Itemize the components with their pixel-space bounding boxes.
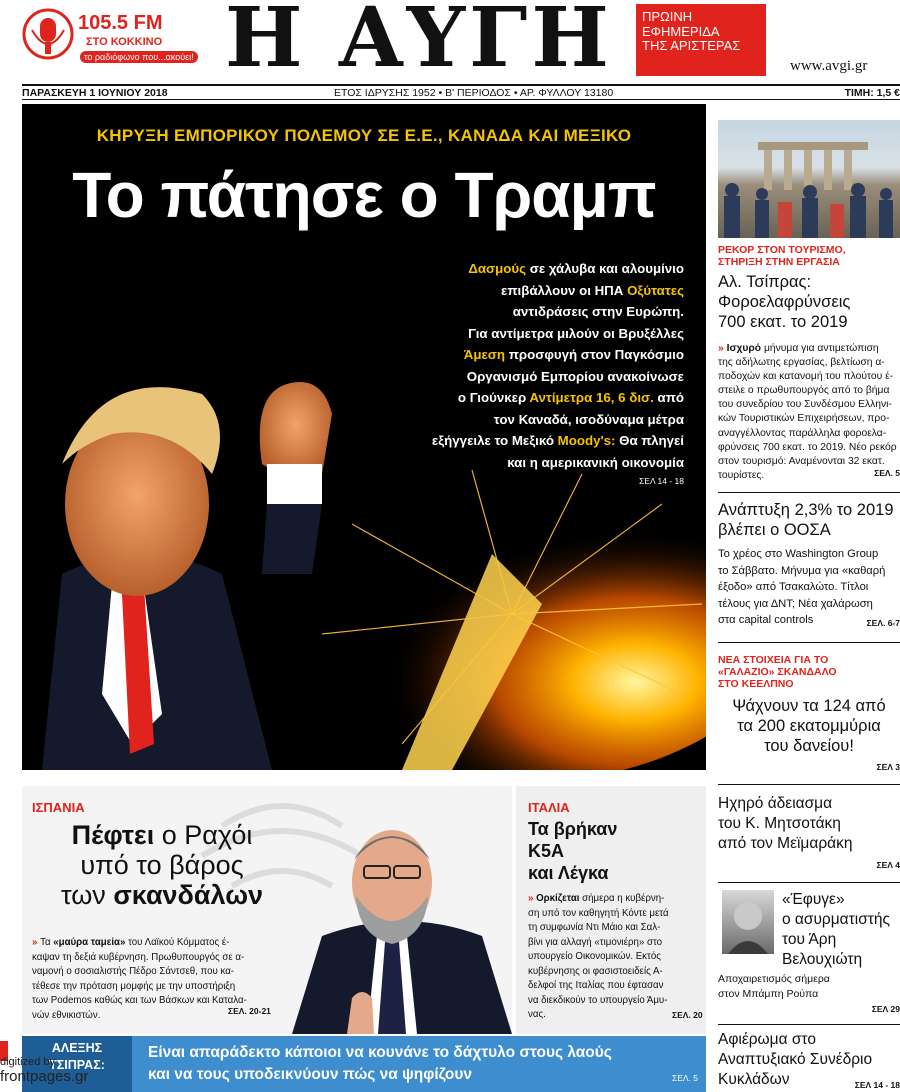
spain-body: » Τα «μαύρα ταμεία» του Λαϊκού Κόμματος έ- καψαν τη δεξιά κυβέρνηση. Πρωθυπουργός σε α- ναμονή ο σοσιαλιστής Πέδρο Σάντσεθ, που κα- τέθεσε την πρόταση μομφής με την υποστήριξη των Podemos καθώς και των Βάσκων και Καταλα- νών εθνικιστών. [32, 936, 294, 1023]
veloukhiotis-headline[interactable] [782, 890, 890, 970]
headline-line: ο ασυρματιστής [782, 911, 890, 928]
italy-headline[interactable] [528, 818, 617, 884]
body-text: Τα [40, 937, 54, 948]
watermark-line: frontpages.gr [0, 1068, 89, 1085]
page-ref: ΣΕΛ 14 - 18 [639, 476, 684, 486]
lead-word: Ορκίζεται [536, 893, 580, 904]
italy-story[interactable] [516, 786, 706, 1034]
right-column [718, 104, 900, 1092]
body-line: των Podemos καθώς και των Βάσκων και Καταλα- [32, 995, 247, 1006]
summary-text: Οργανισμό Εμπορίου ανακοίνωσε [466, 368, 684, 384]
lead-story[interactable] [22, 104, 706, 770]
headline-line: του Κ. Μητσοτάκη [718, 815, 841, 832]
body-line: του συνεδρίου του Συνδέσμου Ελληνι- [718, 399, 892, 411]
headline-line: από τον Μεϊμαράκη [718, 835, 853, 852]
italy-kicker: ΙΤΑΛΙΑ [528, 800, 570, 815]
body-line: ναμονή ο σοσιαλιστής Πέδρο Σάντσεθ, που κα- [32, 966, 235, 977]
body-line: στον τουρισμό: Αναμένονται 32 εκατ. [718, 455, 885, 467]
spain-kicker: ΙΣΠΑΝΙΑ [32, 800, 85, 815]
cyclades-headline[interactable] [718, 1030, 872, 1090]
body-line: Το χρέος στο Washington Group [718, 548, 879, 560]
kicker-line: ΡΕΚΟΡ ΣΤΟΝ ΤΟΥΡΙΣΜΟ, [718, 244, 846, 256]
body-line: βίνι για αλλαγή «τιμονιέρη» στο [528, 936, 663, 948]
page-ref: ΣΕΛ. 5 [671, 1073, 698, 1083]
keelpno-headline[interactable] [718, 696, 900, 756]
headline-line: Ψάχνουν τα 124 από [732, 697, 886, 715]
body-line: ση υπό τον καθηγητή Κόντε μετά [528, 907, 669, 919]
oecd-headline[interactable] [718, 500, 894, 540]
tagline-box [636, 4, 766, 76]
headline-line: Αλ. Τσίπρας: [718, 273, 812, 291]
body-line: τέθεσε την πρόταση μομφής με την υποστήριξη [32, 980, 236, 992]
summary-text: σε χάλυβα και αλουμίνιο [526, 261, 684, 276]
lead-word: Ισχυρό [726, 343, 762, 354]
headline-text: υπό το βάρος [80, 850, 244, 880]
lead-headline[interactable]: Το πάτησε ο Τραμπ [72, 159, 656, 231]
quote-strip[interactable] [22, 1036, 706, 1092]
headline-text: ο Ραχόι [154, 820, 253, 850]
body-text: σήμερα η κυβέρνη- [579, 893, 665, 904]
tagline-line: ΤΗΣ ΑΡΙΣΤΕΡΑΣ [642, 38, 741, 53]
spain-headline[interactable] [32, 820, 292, 910]
italy-body: » Ορκίζεται σήμερα η κυβέρνη- ση υπό τον καθηγητή Κόντε μετά τη συμφωνία Ντι Μάιο και Σαλ- βίνι για αλλαγή «τιμονιέρη» στο υπουργείο Οικονομικών. Εκτός κυβέρνησης οι φασιστοειδείς Α- δελφοί της Ιταλίας που έφτασαν να διεκδικούν το υπουργείο Άμυ- νας. [528, 892, 698, 1023]
body-line: μήνυμα για αντιμετώπιση [761, 343, 879, 354]
page-ref: ΣΕΛ 3 [876, 762, 900, 772]
veloukhiotis-photo [722, 890, 774, 954]
summary-text: και η αμερικανική οικονομία [507, 454, 684, 470]
headline-line: Τα βρήκαν [528, 819, 618, 839]
lead-kicker: ΚΗΡΥΞΗ ΕΜΠΟΡΙΚΟΥ ΠΟΛΕΜΟΥ ΣΕ Ε.Ε., ΚΑΝΑΔΑ ΚΑΙ ΜΕΞΙΚΟ [96, 126, 632, 145]
radio-logo [22, 4, 222, 78]
tourism-body: » Ισχυρό μήνυμα για αντιμετώπιση της αδήλωτης εργασίας, βελτίωση α- ποδοχών και κατανομή του πλούτου έ- στειλε ο πρωθυπουργός από το βήμα του συνεδρίου του Συνδέσμου Ελληνι- κών Τουριστικών Επιχειρήσεων, προ- αναγγέλλοντας παράλληλα φοροελα- φρύνσεις 700 εκατ. το 2019. Νέο ρεκόρ στον τουρισμό: Αναμένονται 32 εκατ. τουρίστες. [718, 342, 897, 483]
issue-info: ΕΤΟΣ ΙΔΡΥΣΗΣ 1952 • Β' ΠΕΡΙΟΔΟΣ • ΑΡ. ΦΥΛΛΟΥ 13180 [334, 87, 614, 99]
summary-text: επιβάλλουν οι ΗΠΑ [501, 282, 628, 298]
tourism-photo [718, 120, 900, 238]
body-line: τη συμφωνία Ντι Μάιο και Σαλ- [528, 922, 661, 933]
price: ΤΙΜΗ: 1,5 € [844, 87, 900, 99]
divider [718, 1024, 900, 1025]
temple-tourists-illustration [718, 120, 900, 238]
page-ref: ΣΕΛ 14 - 18 [854, 1080, 900, 1090]
body-line: στειλε ο πρωθυπουργός από το βήμα [718, 385, 890, 397]
spain-story[interactable] [22, 786, 512, 1034]
body-line: καψαν τη δεξιά κυβέρνηση. Πρωθυπουργός σε α- [32, 951, 245, 963]
headline-line: Ανάπτυξη 2,3% το 2019 [718, 501, 894, 519]
divider [718, 882, 900, 883]
headline-line: Βελουχιώτη [782, 951, 863, 968]
body-line: στα capital controls [718, 614, 814, 626]
divider [718, 492, 900, 493]
speaker-line: ΤΣΙΠΡΑΣ: [49, 1058, 105, 1072]
body-line: το Σάββατο. Μήνυμα για «καθαρή [718, 564, 886, 577]
body-line: τουρίστες. [718, 469, 765, 481]
body-line: νών εθνικιστών. [32, 1009, 101, 1021]
summary-text: από [653, 390, 684, 405]
headline-line: Κ5Α [528, 841, 565, 861]
body-line: έξοδο» από Τσακαλώτο. Τίτλοι [718, 581, 869, 593]
keelpno-kicker [718, 654, 837, 690]
summary-text: αντιδράσεις στην Ευρώπη. [512, 304, 684, 319]
body-line: υπουργείο Οικονομικών. Εκτός [528, 951, 661, 962]
headline-line: του δανείου! [764, 737, 854, 755]
headline-line: Κυκλάδων [718, 1071, 790, 1088]
summary-text: ο Γιούνκερ [457, 390, 530, 405]
lead-summary [384, 258, 684, 473]
page-ref: ΣΕΛ 29 [871, 1004, 900, 1014]
website-link[interactable]: www.avgi.gr [790, 58, 868, 74]
body-line: Αποχαιρετισμός σήμερα [718, 973, 830, 985]
headline-line: και Λέγκα [528, 863, 609, 883]
issue-date: ΠΑΡΑΣΚΕΥΗ 1 ΙΟΥΝΙΟΥ 2018 [22, 87, 168, 99]
quote-line: και να τους υποδεικνύουν πώς να ψηφίζουν [148, 1066, 473, 1083]
portrait-icon [722, 890, 774, 954]
mitsotakis-headline[interactable] [718, 794, 852, 854]
headline-text: των [60, 880, 114, 910]
highlight: Δασμούς [468, 261, 527, 276]
body-line: αναγγέλλοντας παράλληλα φοροελα- [718, 427, 887, 439]
page-ref: ΣΕΛ. 5 [874, 468, 900, 478]
headline-line: Ηχηρό άδειασμα [718, 795, 833, 812]
body-line: στον Μπάμπη Ρούπα [718, 988, 819, 1000]
body-line: της αδήλωτης εργασίας, βελτίωση α- [718, 357, 885, 369]
divider [718, 642, 900, 643]
headline-line: 700 εκατ. το 2019 [718, 313, 848, 331]
newspaper-title: Η ΑΥΓΗ [225, 0, 613, 86]
divider [718, 784, 900, 785]
tourism-kicker [718, 244, 846, 268]
body-line: κυβέρνησης οι φασιστοειδείς Α- [528, 965, 663, 977]
page-ref: ΣΕΛ 4 [876, 860, 900, 870]
headline-line: τα 200 εκατομμύρια [737, 717, 881, 735]
body-line: δελφοί της Ιταλίας που έφτασαν [528, 980, 664, 991]
page-ref: ΣΕΛ. 6-7 [866, 618, 900, 628]
headline-line: του Άρη [782, 931, 837, 948]
body-line: κών Τουριστικών Επιχειρήσεων, προ- [718, 413, 890, 425]
body-line: τέλους για ΔΝΤ; Νέα χαλάρωση [718, 597, 873, 610]
highlight: Οξύτατες [627, 282, 684, 298]
headline-line: Φοροελαφρύνσεις [718, 293, 851, 311]
headline-line: βλέπει ο ΟΟΣΑ [718, 521, 831, 539]
body-line: νας. [528, 1009, 546, 1020]
kicker-line: ΝΕΑ ΣΤΟΙΧΕΙΑ ΓΙΑ ΤΟ [718, 654, 829, 666]
speaker-line: ΑΛΕΞΗΣ [51, 1041, 103, 1055]
quote-line: Είναι απαράδεκτο κάποιοι να κουνάνε το δάχτυλο στους λαούς [148, 1044, 612, 1061]
page-ref: ΣΕΛ. 20 [672, 1010, 703, 1020]
tourism-headline[interactable] [718, 272, 850, 332]
body-line: φρύνσεις 700 εκατ. το 2019. Νέο ρεκόρ [718, 441, 897, 453]
body-text: του Λαϊκού Κόμματος έ- [125, 937, 230, 948]
summary-text: Θα πληγεί [615, 433, 684, 448]
kicker-line: «ΓΑΛΑΖΙΟ» ΣΚΑΝΔΑΛΟ [718, 666, 837, 678]
headline-bold: σκανδάλων [113, 880, 264, 910]
headline-line: «Έφυγε» [782, 891, 845, 908]
quote-text [148, 1042, 612, 1086]
radio-station: ΣΤΟ ΚΟΚΚΙΝΟ [86, 36, 163, 48]
highlight: Αντίμετρα 16, 6 δισ. [529, 390, 654, 405]
watermark-line: digitized by [0, 1056, 56, 1068]
summary-text: τον Καναδά, ισοδύναμα μέτρα [493, 411, 684, 427]
page-ref: ΣΕΛ. 20-21 [228, 1006, 271, 1016]
kicker-line: ΣΤΗΡΙΞΗ ΣΤΗΝ ΕΡΓΑΣΙΑ [718, 256, 840, 268]
tagline-line: ΠΡΩΙΝΗ [642, 9, 693, 24]
summary-text: εξήγγειλε το Μεξικό [431, 433, 558, 448]
dateline-bar [22, 84, 900, 100]
veloukhiotis-body [718, 972, 830, 1002]
body-line: ποδοχών και κατανομή του πλούτου έ- [718, 371, 894, 383]
radio-slogan: το ραδιόφωνο που...ακούει! [80, 51, 198, 63]
tagline-line: ΕΦΗΜΕΡΙΔΑ [642, 23, 720, 39]
headline-line: Αφιέρωμα στο [718, 1031, 816, 1048]
summary-text: προσφυγή στον Παγκόσμιο [505, 347, 684, 362]
oecd-body [718, 546, 885, 629]
body-line: να διεκδικούν το υπουργείο Άμυ- [528, 994, 668, 1006]
headline-bold: Πέφτει [71, 820, 155, 850]
summary-text: Για αντίμετρα μιλούν οι Βρυξέλλες [468, 325, 684, 341]
highlight: Άμεση [463, 347, 506, 362]
radio-frequency: 105.5 FM [78, 12, 163, 34]
kicker-line: ΣΤΟ ΚΕΕΛΠΝΟ [718, 678, 794, 690]
highlight: Moody's: [557, 433, 616, 448]
body-bold: «μαύρα ταμεία» [53, 937, 126, 948]
headline-line: Αναπτυξιακό Συνέδριο [718, 1051, 873, 1068]
